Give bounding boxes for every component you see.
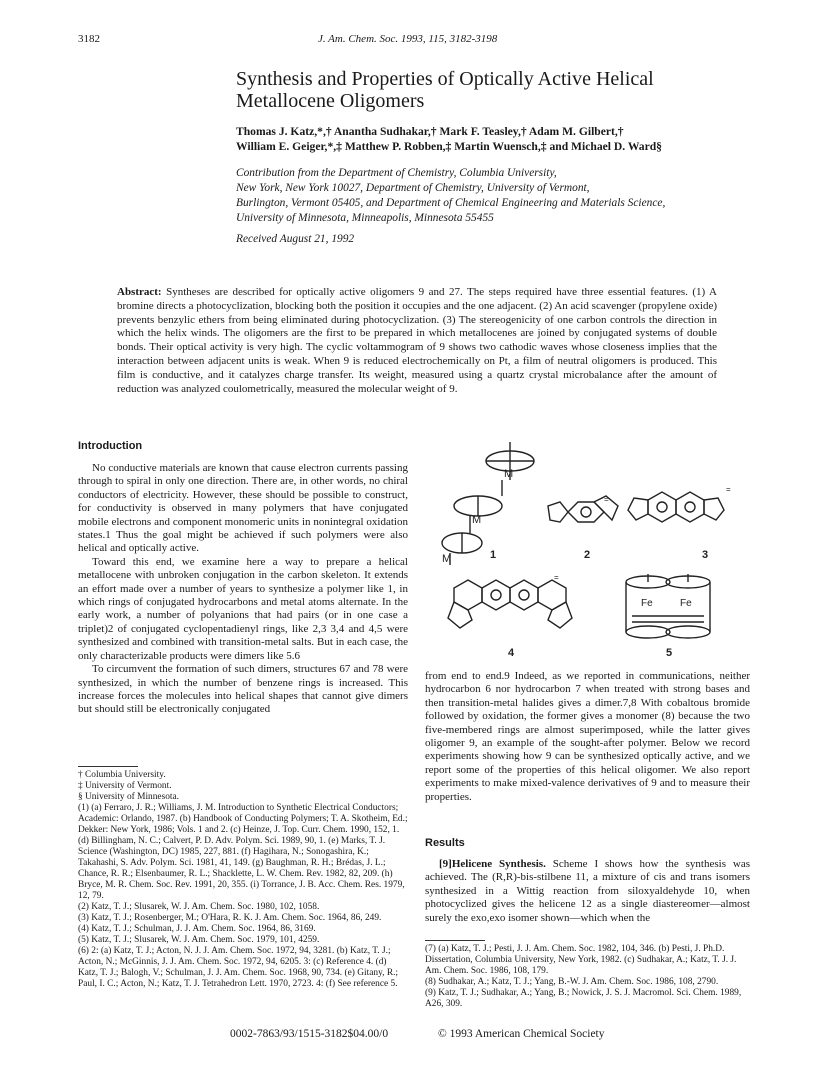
affiliation-line: Burlington, Vermont 05405, and Department of Chemical Engineering and Materials Science, bbox=[236, 197, 666, 209]
results-body bbox=[425, 858, 750, 925]
structure-5 bbox=[626, 574, 710, 638]
author-line-2: William E. Geiger,*,‡ Matthew P. Robben,‡ Martin Wuensch,‡ and Michael D. Ward§ bbox=[236, 140, 662, 153]
structure-4 bbox=[448, 580, 572, 628]
footnote: (5) Katz, T. J.; Slusarek, W. J. Am. Chem. Soc. 1979, 101, 4259. bbox=[78, 935, 320, 945]
structure-1 bbox=[442, 442, 534, 565]
journal-citation: J. Am. Chem. Soc. 1993, 115, 3182-3198 bbox=[318, 33, 498, 45]
compound-number-1: 1 bbox=[490, 549, 497, 561]
right-column-body bbox=[425, 670, 750, 804]
iron-label: Fe bbox=[680, 598, 692, 609]
footnotes-left bbox=[78, 770, 408, 990]
author-line-1: Thomas J. Katz,*,† Anantha Sudhakar,† Mark F. Teasley,† Adam M. Gilbert,† bbox=[236, 125, 624, 138]
affiliation-line: University of Minnesota, Minneapolis, Minnesota 55455 bbox=[236, 212, 494, 224]
structure-3 bbox=[628, 492, 724, 522]
charge-label: = bbox=[726, 485, 731, 494]
charge-label: = bbox=[554, 573, 559, 582]
footnotes-right bbox=[425, 944, 750, 1010]
compound-number-3: 3 bbox=[702, 549, 709, 561]
page-number: 3182 bbox=[78, 33, 100, 45]
footnote: (2) Katz, T. J.; Slusarek, W. J. Am. Chem. Soc. 1980, 102, 1058. bbox=[78, 902, 320, 912]
footnote: (1) (a) Ferraro, J. R.; Williams, J. M. Introduction to Synthetic Electrical Conductors; Academic: Orlando, 1987. (b) Handbook of Conducting Polymers; T. A. Skotheim, Ed.; Dekker: New York, 1986; Vols. 1 and 2. (c) Heinze, J. Top. Curr. Chem. 1990, 152, 1. (d) Billingham, N. C.; Calvert, P. D. Adv. Polym. Sci. 1989, 90, 1. (e) Marks, T. J. Science (Washington, DC) 1985, 227, 881. (f) Hagihara, N.; Sonogashira, K.; Takahashi, S. Adv. Polym. Sci. 1981, 41, 149. (g) Baughman, R. H.; Brédas, J. L.; Chance, R. R.; Elsenbaumer, R. L.; Shacklette, L. W. Chem. Rev. 1982, 82, 209. (h) Bryce, M. R. Chem. Soc. Rev. 1991, 20, 355. (i) Torrance, J. B. Acc. Chem. Res. 1979, 12, 79. bbox=[78, 803, 408, 901]
paragraph: No conductive materials are known that cause electron currents passing through to spiral in only one direction. There are, in other words, no chiral conductors of electricity. However, these should be possible to construct, for conductivity is observed in many polymers that have conjugated mobile electrons and component monomeric units in nonintegral oxidation states.1 Thus the goal might be achieved if such polymers were also helical and optically active. bbox=[78, 462, 408, 555]
footnote: § University of Minnesota. bbox=[78, 792, 180, 802]
abstract-text: Syntheses are described for optically active oligomers 9 and 27. The steps required have three essential features. (1) A bromine directs a photocyclization, blocking both the position it occupies and the one adjacent. (2) An acid scavenger (propylene oxide) prevents benzylic ethers from being eliminated during photocyclization. (3) The stereogenicity of one carbon controls the direction in which the helix winds. The oligomers are the first to be prepared in which metallocenes are joined by conjugated systems of double bonds. Their optical activity is very high. The cyclic voltammogram of 9 shows two cathodic waves whose closeness implies that the interaction between adjacent units is weak. When 9 is reduced electrochemically on Pt, a film of neutral oligomers is produced. This film is conductive, and it catalyzes charge transfer. Its weight, measured using a quartz crystal microbalance after the amount of reduction was analyzed coulometrically, measured the molecular weight of 9. bbox=[117, 286, 717, 395]
introduction-body bbox=[78, 462, 408, 717]
copyright: © 1993 American Chemical Society bbox=[438, 1028, 605, 1040]
metal-label: M bbox=[442, 553, 452, 565]
author-list bbox=[236, 124, 776, 154]
metal-label: M bbox=[472, 514, 482, 526]
article-code: 0002-7863/93/1515-3182$04.00/0 bbox=[230, 1028, 389, 1040]
footnote: (4) Katz, T. J.; Schulman, J. J. Am. Chem. Soc. 1964, 86, 3169. bbox=[78, 924, 316, 934]
affiliation bbox=[236, 166, 776, 226]
paragraph: To circumvent the formation of such dimers, structures 67 and 78 were synthesized, in which the number of benzene rings is increased. This increase forces the molecules into helical shapes that cannot give dimers but should still be electronically conjugated bbox=[78, 663, 408, 716]
paragraph: Toward this end, we examine here a way to prepare a helical metallocene with unbroken conjugation in the carbon skeleton. It extends an effort made over a number of years to synthesize a polymer like 1, in which rings of conjugated hydrocarbons and metal atoms alternate. In the early work, a number of polyanions that had pairs (or in one case a triplet)2 of conjugated cyclopentadienyl rings, like 2,3 3,4 and 4,5 were synthesized and combined with transition-metal salts. But in each case, the only characterizable products were dimers like 5.6 bbox=[78, 555, 408, 662]
footnote: (8) Sudhakar, A.; Katz, T. J.; Yang, B.-W. J. Am. Chem. Soc. 1986, 108, 2790. bbox=[425, 977, 719, 987]
affiliation-line: New York, New York 10027, Department of Chemistry, University of Vermont, bbox=[236, 182, 590, 194]
paper-title: Synthesis and Properties of Optically Active Helical Metallocene Oligomers bbox=[236, 68, 654, 112]
section-heading-results: Results bbox=[425, 837, 465, 849]
compound-number-4: 4 bbox=[508, 647, 515, 659]
footnote-rule bbox=[425, 940, 485, 941]
iron-label: Fe bbox=[641, 598, 653, 609]
paragraph bbox=[425, 858, 750, 925]
abstract-label: Abstract: bbox=[117, 286, 162, 298]
footnote: † Columbia University. bbox=[78, 770, 166, 780]
footnote-rule bbox=[78, 766, 138, 767]
results-subheading: [9]Helicene Synthesis. bbox=[439, 858, 546, 870]
structures-figure bbox=[420, 440, 750, 665]
compound-number-5: 5 bbox=[666, 647, 673, 659]
footnote: (3) Katz, T. J.; Rosenberger, M.; O'Hara, R. K. J. Am. Chem. Soc. 1964, 86, 249. bbox=[78, 913, 382, 923]
footnote: ‡ University of Vermont. bbox=[78, 781, 172, 791]
received-date: Received August 21, 1992 bbox=[236, 233, 355, 245]
footnote: (7) (a) Katz, T. J.; Pesti, J. J. Am. Chem. Soc. 1982, 104, 346. (b) Pesti, J. Ph.D. Dissertation, Columbia University, New York, 1982. (c) Sudhakar, A.; Katz, T. J. J. Am. Chem. Soc. 1986, 108, 179. bbox=[425, 944, 737, 976]
abstract bbox=[117, 286, 717, 396]
compound-number-2: 2 bbox=[584, 549, 591, 561]
section-heading-introduction: Introduction bbox=[78, 440, 143, 452]
metal-label: M bbox=[504, 468, 514, 480]
affiliation-line: Contribution from the Department of Chemistry, Columbia University, bbox=[236, 167, 557, 179]
footnote: (6) 2: (a) Katz, T. J.; Acton, N. J. J. Am. Chem. Soc. 1972, 94, 3281. (b) Katz, T. J.; Acton, N.; McGinnis, J. J. Am. Chem. Soc. 1972, 94, 6205. 3: (c) Reference 4. (d) Katz, T. J.; Balogh, V.; Schulman, J. J. Am. Chem. Soc. 1968, 90, 734. (e) Gitany, R.; Paul, I. C.; Acton, N.; Katz, T. J. Tetrahedron Lett. 1970, 2723. 4: (f) See reference 5. bbox=[78, 946, 399, 989]
paragraph: from end to end.9 Indeed, as we reported in communications, neither hydrocarbon 6 nor hydrocarbon 7 when treated with strong bases and then transition-metal halides gives a dimer.7,8 With cobaltous bromide followed by oxidation, the former gives a monomer (8) because the two five-membered rings are almost superimposed, while the latter gives oligomer 9, an example of the sought-after polymer. Below we record experiments showing how 9 can be synthesized optically active, and we report some of the properties of this helical oligomer. We also report experiments to make mixed-valence derivatives of 9 and to measure their properties. bbox=[425, 670, 750, 803]
footnote: (9) Katz, T. J.; Sudhakar, A.; Yang, B.; Nowick, J. S. J. Macromol. Sci. Chem. 1989, A26, 309. bbox=[425, 988, 742, 1009]
results-text: Scheme I shows how the synthesis was achieved. The (R,R)-bis-stilbene 11, a mixture of cis and trans isomers synthesized in a Wittig reaction from siloxyaldehyde 10, when photocyclized gives the helicene 12 as a single diastereomer—almost surely the exo,exo isomer shown—which when the bbox=[425, 858, 750, 924]
charge-label: = bbox=[604, 495, 609, 504]
